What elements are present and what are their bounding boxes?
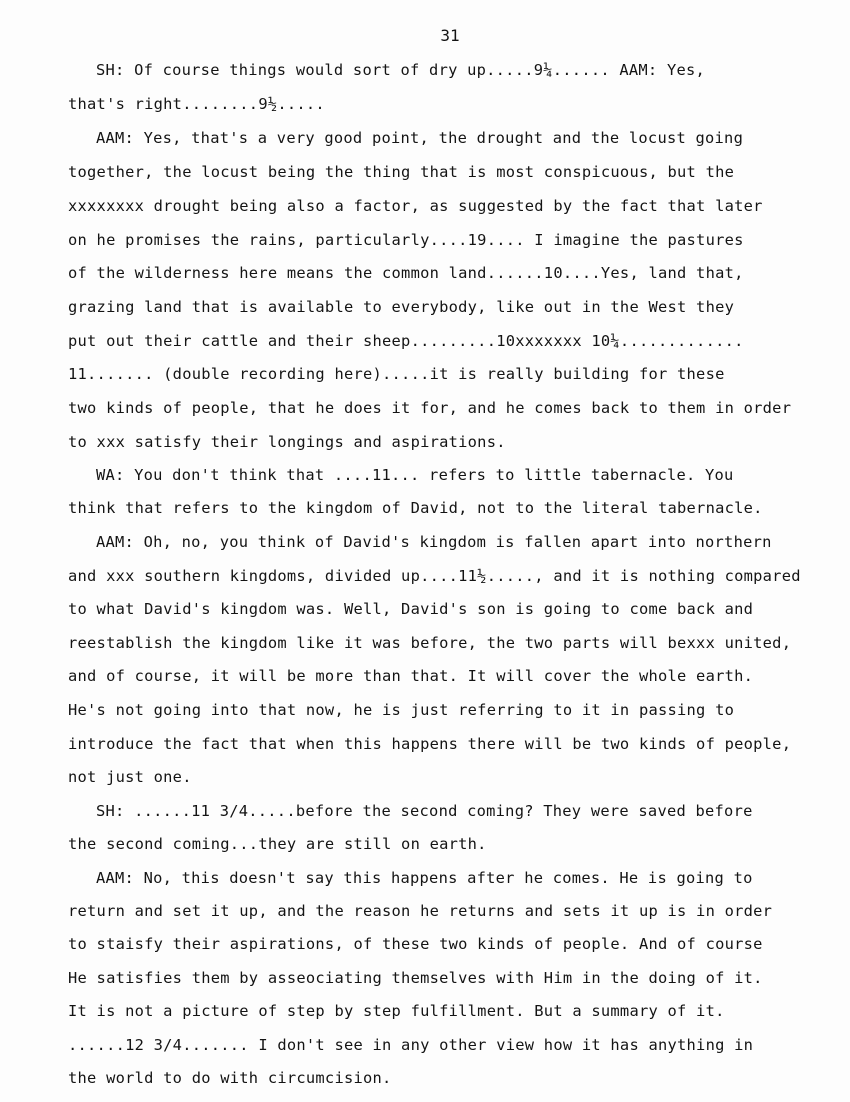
text-line: AAM: No, this doesn't say this happens after he comes. He is going to [96,869,753,887]
text-line: and xxx southern kingdoms, divided up....11½....., and it is nothing compared [68,567,801,585]
text-line: introduce the fact that when this happens there will be two kinds of people, [68,735,792,753]
page-number: 31 [440,26,460,45]
text-line: to xxx satisfy their longings and aspirations. [68,433,506,451]
text-line: return and set it up, and the reason he returns and sets it up is in order [68,902,773,920]
text-line: and of course, it will be more than that. It will cover the whole earth. [68,667,754,685]
text-line: reestablish the kingdom like it was before, the two parts will bexxx united, [68,634,792,652]
text-line: think that refers to the kingdom of David, not to the literal tabernacle. [68,499,763,517]
text-line: WA: You don't think that ....11... refers to little tabernacle. You [96,466,734,484]
text-line: the second coming...they are still on earth. [68,835,487,853]
text-line: to staisfy their aspirations, of these two kinds of people. And of course [68,935,763,953]
text-line: grazing land that is available to everybody, like out in the West they [68,298,735,316]
text-line: SH: Of course things would sort of dry up.....9¼...... AAM: Yes, [96,61,706,79]
text-line: He's not going into that now, he is just referring to it in passing to [68,701,735,719]
text-line: not just one. [68,768,192,786]
text-line: It is not a picture of step by step fulfillment. But a summary of it. [68,1002,725,1020]
text-line: two kinds of people, that he does it for, and he comes back to them in order [68,399,792,417]
text-line: SH: ......11 3/4.....before the second coming? They were saved before [96,802,753,820]
text-line: of the wilderness here means the common land......10....Yes, land that, [68,264,744,282]
text-line: the world to do with circumcision. [68,1069,392,1087]
text-line: that's right........9½..... [68,95,325,113]
text-line: AAM: Yes, that's a very good point, the drought and the locust going [96,129,744,147]
text-line: to what David's kingdom was. Well, David's son is going to come back and [68,600,754,618]
text-line: AAM: Oh, no, you think of David's kingdom is fallen apart into northern [96,533,772,551]
text-line: together, the locust being the thing that is most conspicuous, but the [68,163,735,181]
text-line: on he promises the rains, particularly....19.... I imagine the pastures [68,231,744,249]
text-line: ......12 3/4....... I don't see in any other view how it has anything in [68,1036,754,1054]
text-line: xxxxxxxx drought being also a factor, as suggested by the fact that later [68,197,763,215]
text-line: He satisfies them by asseociating themselves with Him in the doing of it. [68,969,763,987]
text-line: 11....... (double recording here).....it is really building for these [68,365,725,383]
text-line: put out their cattle and their sheep.........10xxxxxxx 10¼............. [68,332,744,350]
